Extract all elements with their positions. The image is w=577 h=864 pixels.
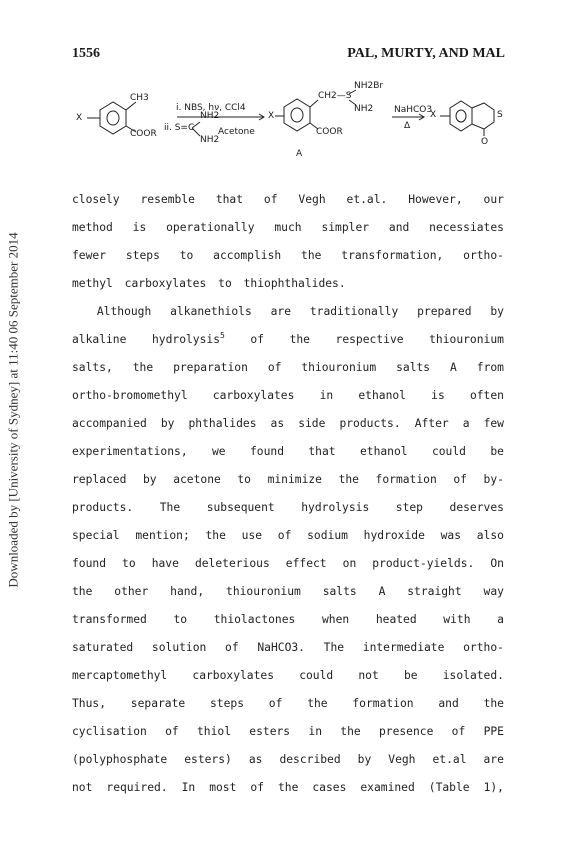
body-word: fewer xyxy=(72,249,107,262)
body-word: (Table xyxy=(428,781,470,794)
body-word: method xyxy=(72,221,113,234)
body-word: subsequent xyxy=(206,501,275,514)
body-word: 1), xyxy=(483,781,504,794)
body-word: in xyxy=(308,725,322,738)
body-word: respective xyxy=(335,333,404,346)
body-line xyxy=(72,634,504,662)
intermediate-aromatic-circle xyxy=(291,108,303,122)
page-number: 1556 xyxy=(72,46,100,61)
body-word: alkanethiols xyxy=(170,305,252,318)
body-line xyxy=(72,270,504,298)
body-word: as xyxy=(270,417,285,430)
body-word: formation xyxy=(375,473,437,486)
body-word: the xyxy=(301,249,322,262)
body-line xyxy=(72,214,504,242)
body-word: is xyxy=(431,389,445,402)
body-word: presence xyxy=(378,725,434,738)
body-word: often xyxy=(469,389,504,402)
body-word: thiouronium xyxy=(301,361,377,374)
body-line xyxy=(72,242,504,270)
body-word: the xyxy=(483,697,504,710)
body-word: straight xyxy=(407,585,462,598)
body-word: (polyphosphate xyxy=(72,753,168,766)
body-word: The xyxy=(323,641,345,654)
body-word: and xyxy=(438,697,459,710)
body-word: the xyxy=(338,473,359,486)
body-word: also xyxy=(476,529,504,542)
body-word: hydroxide xyxy=(363,529,425,542)
reactant-ester-label: COOR xyxy=(130,129,157,139)
body-word: simpler xyxy=(321,221,370,234)
body-word: be xyxy=(490,445,504,458)
body-word: cyclisation xyxy=(72,725,147,738)
body-word: et.al. xyxy=(346,193,388,206)
product-aromatic-circle xyxy=(456,110,466,122)
body-word: ethanol xyxy=(359,445,408,458)
body-word: of xyxy=(451,725,466,738)
body-word: saturated xyxy=(72,641,134,654)
product-benzene-ring xyxy=(450,101,472,131)
body-word: On xyxy=(490,557,504,570)
body-line xyxy=(72,186,504,214)
body-word: hand, xyxy=(170,585,205,598)
body-word: when xyxy=(321,613,350,626)
intermediate-ester-label: COOR xyxy=(316,127,343,137)
body-word: preparation xyxy=(173,361,248,374)
body-text xyxy=(72,186,504,802)
body-word: hydrolysis xyxy=(151,333,220,346)
body-word: accomplish xyxy=(213,249,282,262)
body-word: of xyxy=(225,641,239,654)
body-word: the xyxy=(132,361,154,374)
body-line xyxy=(72,382,504,410)
heat-symbol: Δ xyxy=(404,121,411,131)
body-word: Although xyxy=(96,305,152,318)
reaction-scheme xyxy=(72,80,512,170)
body-word: acetone xyxy=(173,473,221,486)
body-word: formation xyxy=(352,697,414,710)
body-word: methyl xyxy=(72,277,113,290)
intermediate-benzene-ring xyxy=(284,99,310,131)
product-oxygen-label: O xyxy=(481,137,489,147)
body-line xyxy=(72,354,504,382)
body-word: of xyxy=(277,529,292,542)
body-word: intermediate xyxy=(362,641,445,654)
thiourea-nh2-bottom: NH2 xyxy=(200,135,220,145)
body-line xyxy=(72,606,504,634)
body-word: solution xyxy=(151,641,207,654)
body-word: alkaline xyxy=(72,333,127,346)
body-word: of xyxy=(453,473,467,486)
body-word: thiol xyxy=(197,725,232,738)
body-word: on xyxy=(342,557,357,570)
body-word: operationally xyxy=(166,221,255,234)
reactant-methyl-label: CH3 xyxy=(130,93,149,103)
body-word: of xyxy=(267,361,282,374)
body-word: carboxylates xyxy=(192,669,275,682)
body-word: mention; xyxy=(135,529,190,542)
body-word: deleterious xyxy=(194,557,270,570)
body-word: side xyxy=(298,417,326,430)
body-word: heated xyxy=(375,613,417,626)
body-word: are xyxy=(483,753,504,766)
body-word: was xyxy=(440,529,462,542)
step2-reagents: ii. S=C xyxy=(164,123,195,133)
body-word: by xyxy=(357,753,372,766)
intermediate-nh2-label: NH2 xyxy=(354,104,374,114)
body-word: products. xyxy=(339,417,401,430)
body-word: as xyxy=(248,753,263,766)
reactant-benzene-ring xyxy=(100,102,126,134)
body-word: with xyxy=(443,613,471,626)
body-word: is xyxy=(132,221,147,234)
body-line xyxy=(72,410,504,438)
body-line xyxy=(72,578,504,606)
intermediate-nh2br-label: NH2Br xyxy=(354,81,384,91)
body-word: transformation, xyxy=(341,249,444,262)
body-word: transformed xyxy=(72,613,147,626)
body-word: by xyxy=(160,417,175,430)
body-word: necessiates xyxy=(429,221,504,234)
body-word: could xyxy=(431,445,466,458)
body-word: not xyxy=(72,781,93,794)
body-word: A xyxy=(378,585,386,598)
body-word: NaHCO3. xyxy=(257,641,305,654)
body-word: mercaptomethyl xyxy=(72,669,168,682)
body-word: product-yields. xyxy=(372,557,475,570)
body-line xyxy=(72,522,504,550)
body-word: ortho- xyxy=(463,641,504,654)
body-word: sodium xyxy=(307,529,348,542)
body-word: in xyxy=(319,389,334,402)
body-word: ortho- xyxy=(463,249,504,262)
body-word: Thus, xyxy=(72,697,107,710)
body-word: few xyxy=(483,417,504,430)
body-word: products. xyxy=(72,501,134,514)
body-word: way xyxy=(483,585,504,598)
body-word: required. xyxy=(106,781,168,794)
body-word: et.al xyxy=(432,753,467,766)
body-word: hydrolysis xyxy=(301,501,370,514)
body-line xyxy=(72,298,504,326)
running-title: PAL, MURTY, AND MAL xyxy=(347,46,505,61)
intermediate-compound-label: A xyxy=(296,149,303,159)
body-word: described xyxy=(279,753,341,766)
body-word: esters xyxy=(249,725,291,738)
body-word: carboxylates xyxy=(124,277,207,290)
body-word: thiophthalides. xyxy=(243,277,346,290)
body-line xyxy=(72,774,504,802)
body-word: are xyxy=(270,305,291,318)
body-word: a xyxy=(462,417,470,430)
body-word: closely xyxy=(72,193,120,206)
body-word: of xyxy=(165,725,179,738)
body-word: steps xyxy=(210,697,245,710)
reactant-aromatic-circle xyxy=(107,111,119,125)
body-word: of xyxy=(263,193,278,206)
step3-reagent: NaHCO3 xyxy=(394,105,433,115)
body-line xyxy=(72,690,504,718)
body-word: the xyxy=(277,781,299,794)
body-word: found xyxy=(249,445,284,458)
body-word: and xyxy=(388,221,410,234)
body-line xyxy=(72,746,504,774)
body-word: In xyxy=(181,781,196,794)
body-word: examined xyxy=(360,781,415,794)
body-word: could xyxy=(299,669,334,682)
body-word: most xyxy=(209,781,237,794)
body-word: to xyxy=(179,249,194,262)
body-word: by xyxy=(143,473,157,486)
body-word: Vegh xyxy=(298,193,326,206)
body-word: special xyxy=(72,529,120,542)
body-word: traditionally xyxy=(309,305,399,318)
product-sulfur-label: S xyxy=(497,110,503,120)
intermediate-ch2s-label: CH2—S xyxy=(318,91,352,101)
body-line xyxy=(72,438,504,466)
body-word: ortho-bromomethyl xyxy=(72,389,188,402)
body-word: the xyxy=(72,585,93,598)
body-word: thiouronium xyxy=(226,585,301,598)
body-word: we xyxy=(212,445,226,458)
body-word: resemble xyxy=(140,193,195,206)
reactant-x-label: X xyxy=(76,113,83,123)
body-word: carboxylates xyxy=(212,389,295,402)
body-word: Vegh xyxy=(388,753,416,766)
body-word: much xyxy=(274,221,302,234)
body-word: to xyxy=(122,557,136,570)
body-word-with-reference xyxy=(152,326,225,354)
body-word: not xyxy=(358,669,379,682)
body-line xyxy=(72,326,504,354)
step1-reagents: i. NBS, hν, CCl4 xyxy=(176,103,246,113)
body-word: to xyxy=(173,613,188,626)
body-line xyxy=(72,550,504,578)
body-word: by xyxy=(490,305,504,318)
body-word: other xyxy=(114,585,149,598)
thiourea-nh2-top: NH2 xyxy=(200,111,220,121)
body-word: A xyxy=(450,361,457,374)
body-word: a xyxy=(497,613,504,626)
body-word: experimentations, xyxy=(72,445,188,458)
body-word: the xyxy=(307,697,328,710)
body-word: from xyxy=(476,361,504,374)
body-word: prepared xyxy=(417,305,472,318)
body-word: effect xyxy=(285,557,327,570)
intermediate-x-label: X xyxy=(268,111,275,121)
body-word: found xyxy=(72,557,107,570)
body-word: thiouronium xyxy=(429,333,504,346)
product-x-label: X xyxy=(430,110,437,120)
body-word: the xyxy=(340,725,361,738)
body-word: accompanied xyxy=(72,417,147,430)
body-line xyxy=(72,466,504,494)
body-word: isolated. xyxy=(442,669,504,682)
body-word: the xyxy=(289,333,310,346)
body-word: deserves xyxy=(449,501,504,514)
body-word: to xyxy=(218,277,232,290)
body-word: The xyxy=(159,501,181,514)
body-word: separate xyxy=(130,697,186,710)
body-line xyxy=(72,718,504,746)
body-line xyxy=(72,494,504,522)
body-word: that xyxy=(215,193,244,206)
body-line xyxy=(72,662,504,690)
body-word: PPE xyxy=(483,725,504,738)
body-word: salts xyxy=(396,361,431,374)
body-word: After xyxy=(414,417,449,430)
download-margin-note: Downloaded by [University of Sydney] at 11:40 06 September 2014 xyxy=(6,232,21,588)
body-word: use xyxy=(241,529,263,542)
body-word: of xyxy=(268,697,283,710)
body-word: cases xyxy=(312,781,347,794)
body-word: step xyxy=(395,501,423,514)
body-word: steps xyxy=(125,249,160,262)
body-word: that xyxy=(308,445,336,458)
body-word: thiolactones xyxy=(213,613,296,626)
body-word: by- xyxy=(483,473,504,486)
product-thiolactone-ring xyxy=(472,103,494,129)
body-word: salts xyxy=(322,585,357,598)
body-word: minimize xyxy=(267,473,322,486)
body-word: to xyxy=(237,473,251,486)
body-word: our xyxy=(483,193,504,206)
body-word: ethanol xyxy=(358,389,406,402)
body-word: esters) xyxy=(184,753,232,766)
reference-superscript: 5 xyxy=(220,331,225,341)
body-word: of xyxy=(250,781,264,794)
body-word: replaced xyxy=(72,473,127,486)
solvent-label: Acetone xyxy=(218,127,255,137)
body-word: phthalides xyxy=(188,417,257,430)
body-word: salts, xyxy=(72,361,113,374)
body-word: the xyxy=(205,529,226,542)
body-word: have xyxy=(151,557,179,570)
body-word: be xyxy=(403,669,418,682)
body-word: However, xyxy=(408,193,463,206)
body-word: of xyxy=(250,333,264,346)
